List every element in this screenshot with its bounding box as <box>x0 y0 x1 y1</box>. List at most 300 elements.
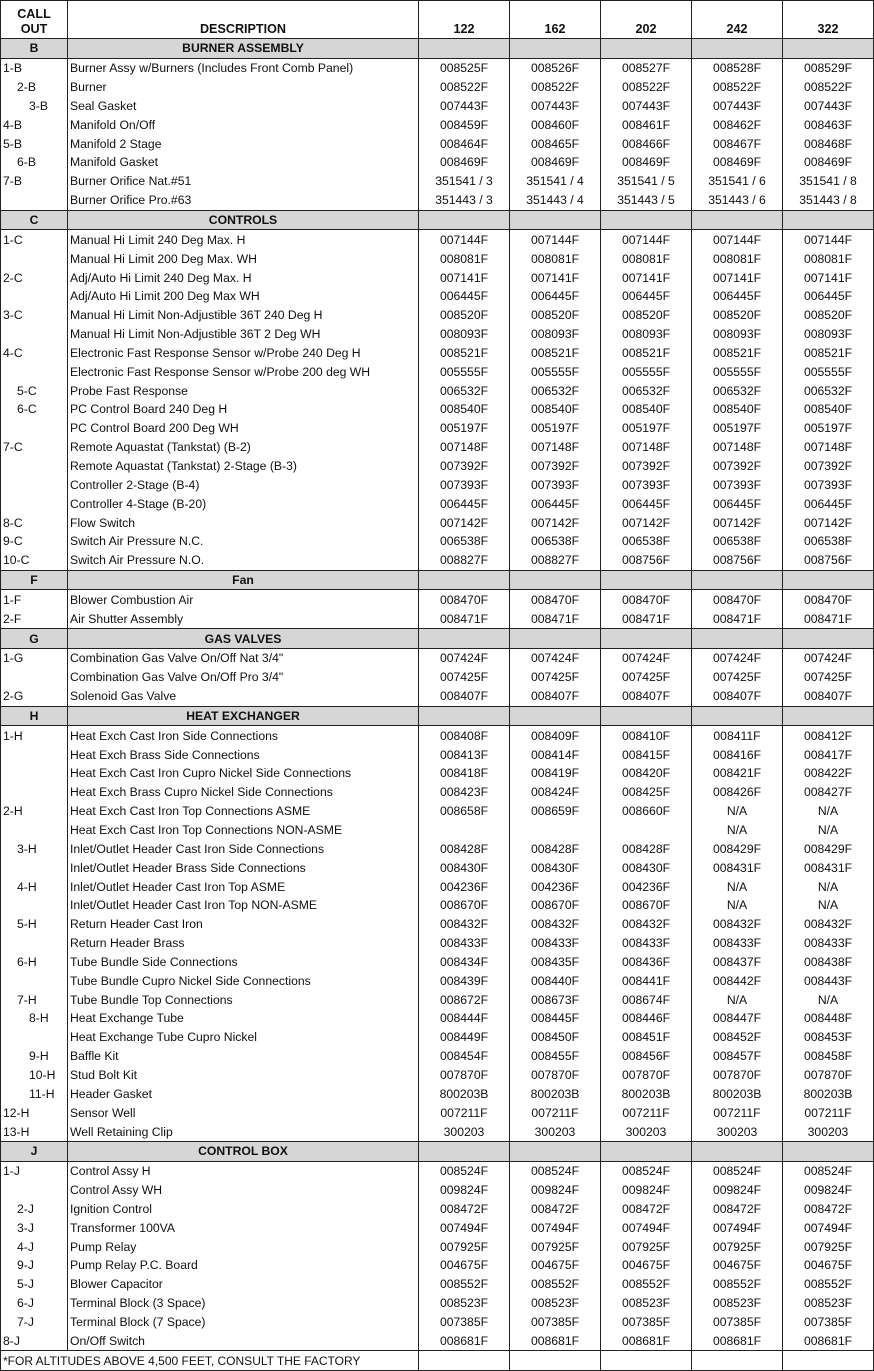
footer-empty-cell <box>419 1351 510 1371</box>
part-number-cell: 008420F <box>601 764 692 783</box>
table-row <box>1 1218 874 1237</box>
table-row <box>1 687 874 706</box>
model-header: 162 <box>510 1 601 39</box>
part-number-cell: 008522F <box>419 78 510 97</box>
part-number-cell: 007443F <box>510 97 601 116</box>
part-number-cell: 006445F <box>783 494 874 513</box>
part-number-cell: 006532F <box>510 381 601 400</box>
part-number-cell: 006445F <box>601 494 692 513</box>
description-cell: Tube Bundle Cupro Nickel Side Connections <box>68 971 419 990</box>
description-cell: Heat Exch Cast Iron Side Connections <box>68 726 419 745</box>
part-number-cell: 008461F <box>601 115 692 134</box>
part-number-cell: 008469F <box>692 153 783 172</box>
part-number-cell: 008456F <box>601 1047 692 1066</box>
part-number-cell: 008529F <box>783 58 874 77</box>
table-row <box>1 971 874 990</box>
part-number-cell: 300203 <box>510 1122 601 1141</box>
part-number-cell: 009824F <box>510 1181 601 1200</box>
section-empty-cell <box>510 1141 601 1161</box>
part-number-cell: 006445F <box>419 494 510 513</box>
part-number-cell: 008429F <box>783 839 874 858</box>
part-number-cell: 300203 <box>601 1122 692 1141</box>
footer-note: *FOR ALTITUDES ABOVE 4,500 FEET, CONSULT THE FACTORY <box>1 1351 419 1371</box>
part-number-cell: 006445F <box>419 287 510 306</box>
part-number-cell: 008081F <box>783 249 874 268</box>
description-cell: Inlet/Outlet Header Cast Iron Side Connections <box>68 839 419 858</box>
description-cell: Heat Exch Brass Side Connections <box>68 745 419 764</box>
part-number-cell: 008681F <box>601 1331 692 1350</box>
part-number-cell: 008432F <box>783 915 874 934</box>
table-row <box>1 438 874 457</box>
description-cell: Blower Capacitor <box>68 1275 419 1294</box>
description-cell: Adj/Auto Hi Limit 200 Deg Max WH <box>68 287 419 306</box>
table-row <box>1 249 874 268</box>
callout-cell: 3-B <box>1 97 68 116</box>
part-number-cell: 008522F <box>692 78 783 97</box>
description-cell: Inlet/Outlet Header Cast Iron Top NON-ASME <box>68 896 419 915</box>
section-header-row <box>1 629 874 649</box>
part-number-cell: 008445F <box>510 1009 601 1028</box>
callout-cell: 5-B <box>1 134 68 153</box>
part-number-cell: 007870F <box>510 1066 601 1085</box>
table-row <box>1 745 874 764</box>
part-number-cell: N/A <box>783 990 874 1009</box>
table-row <box>1 134 874 153</box>
part-number-cell: 009824F <box>601 1181 692 1200</box>
callout-cell: 2-F <box>1 609 68 628</box>
part-number-cell: 007870F <box>692 1066 783 1085</box>
part-number-cell: 008448F <box>783 1009 874 1028</box>
part-number-cell: 008756F <box>692 551 783 570</box>
part-number-cell: 008827F <box>510 551 601 570</box>
part-number-cell: 008463F <box>783 115 874 134</box>
description-cell: Manifold On/Off <box>68 115 419 134</box>
part-number-cell: 008464F <box>419 134 510 153</box>
callout-cell: 7-J <box>1 1313 68 1332</box>
part-number-cell: 007425F <box>510 668 601 687</box>
table-row <box>1 362 874 381</box>
part-number-cell: 007148F <box>510 438 601 457</box>
part-number-cell: 800203B <box>510 1084 601 1103</box>
table-row <box>1 783 874 802</box>
part-number-cell: N/A <box>783 821 874 840</box>
part-number-cell: 008428F <box>510 839 601 858</box>
table-row <box>1 1313 874 1332</box>
part-number-cell: 007148F <box>783 438 874 457</box>
part-number-cell: 008523F <box>419 1294 510 1313</box>
part-number-cell: 351541 / 3 <box>419 172 510 191</box>
table-row <box>1 381 874 400</box>
table-row <box>1 609 874 628</box>
table-row <box>1 1047 874 1066</box>
callout-cell: 1-B <box>1 58 68 77</box>
part-number-cell: 008520F <box>783 306 874 325</box>
callout-cell <box>1 668 68 687</box>
section-empty-cell <box>419 706 510 726</box>
part-number-cell: 007393F <box>601 475 692 494</box>
part-number-cell: 007385F <box>510 1313 601 1332</box>
part-number-cell: 800203B <box>601 1084 692 1103</box>
part-number-cell: 008458F <box>783 1047 874 1066</box>
part-number-cell: 008681F <box>783 1331 874 1350</box>
part-number-cell: N/A <box>783 896 874 915</box>
part-number-cell: 006445F <box>783 287 874 306</box>
section-empty-cell <box>692 706 783 726</box>
part-number-cell: 008827F <box>419 551 510 570</box>
part-number-cell: 008540F <box>783 400 874 419</box>
table-row <box>1 877 874 896</box>
part-number-cell: 008470F <box>783 590 874 609</box>
part-number-cell: 007925F <box>510 1237 601 1256</box>
part-number-cell: 008093F <box>692 325 783 344</box>
description-cell: Pump Relay <box>68 1237 419 1256</box>
part-number-cell: 008467F <box>692 134 783 153</box>
part-number-cell: 007142F <box>783 513 874 532</box>
section-empty-cell <box>692 1141 783 1161</box>
part-number-cell: 008446F <box>601 1009 692 1028</box>
part-number-cell: 008093F <box>601 325 692 344</box>
part-number-cell: 007148F <box>419 438 510 457</box>
callout-cell <box>1 419 68 438</box>
description-cell: Combination Gas Valve On/Off Nat 3/4" <box>68 649 419 668</box>
part-number-cell: 008431F <box>692 858 783 877</box>
section-code: C <box>1 210 68 230</box>
description-cell: Control Assy WH <box>68 1181 419 1200</box>
part-number-cell: 008409F <box>510 726 601 745</box>
description-cell: Pump Relay P.C. Board <box>68 1256 419 1275</box>
part-number-cell: 008525F <box>419 58 510 77</box>
part-number-cell: 300203 <box>419 1122 510 1141</box>
table-row <box>1 1009 874 1028</box>
part-number-cell: 008681F <box>510 1331 601 1350</box>
part-number-cell: 006445F <box>601 287 692 306</box>
table-row <box>1 649 874 668</box>
part-number-cell: 008426F <box>692 783 783 802</box>
callout-cell <box>1 764 68 783</box>
section-empty-cell <box>783 39 874 59</box>
part-number-cell: 008455F <box>510 1047 601 1066</box>
section-code: J <box>1 1141 68 1161</box>
part-number-cell: 005555F <box>601 362 692 381</box>
part-number-cell: 008523F <box>783 1294 874 1313</box>
part-number-cell: 008407F <box>783 687 874 706</box>
part-number-cell: 008528F <box>692 58 783 77</box>
part-number-cell: 008428F <box>601 839 692 858</box>
table-row <box>1 494 874 513</box>
section-empty-cell <box>510 210 601 230</box>
part-number-cell: 008422F <box>783 764 874 783</box>
table-row <box>1 325 874 344</box>
table-row <box>1 953 874 972</box>
part-number-cell: 005197F <box>692 419 783 438</box>
part-number-cell: 009824F <box>692 1181 783 1200</box>
description-cell: Return Header Cast Iron <box>68 915 419 934</box>
section-title: Fan <box>68 570 419 590</box>
section-header-row <box>1 210 874 230</box>
callout-cell: 6-C <box>1 400 68 419</box>
part-number-cell: 006538F <box>601 532 692 551</box>
part-number-cell: 007494F <box>783 1218 874 1237</box>
part-number-cell: 008552F <box>692 1275 783 1294</box>
part-number-cell: 008540F <box>601 400 692 419</box>
part-number-cell: 006445F <box>692 287 783 306</box>
footer-row <box>1 1351 874 1371</box>
part-number-cell: 008552F <box>783 1275 874 1294</box>
part-number-cell: 008415F <box>601 745 692 764</box>
part-number-cell: 007443F <box>601 97 692 116</box>
part-number-cell: 008552F <box>510 1275 601 1294</box>
part-number-cell: 008552F <box>601 1275 692 1294</box>
part-number-cell: 006532F <box>692 381 783 400</box>
part-number-cell: 008421F <box>692 764 783 783</box>
table-row <box>1 172 874 191</box>
part-number-cell: 007870F <box>601 1066 692 1085</box>
callout-cell <box>1 325 68 344</box>
part-number-cell: 007925F <box>692 1237 783 1256</box>
part-number-cell: 008471F <box>601 609 692 628</box>
description-cell: Solenoid Gas Valve <box>68 687 419 706</box>
callout-header-line2: OUT <box>20 22 48 36</box>
part-number-cell: 007142F <box>419 513 510 532</box>
table-row <box>1 934 874 953</box>
description-cell: Controller 2-Stage (B-4) <box>68 475 419 494</box>
part-number-cell: 351541 / 5 <box>601 172 692 191</box>
part-number-cell: 006538F <box>783 532 874 551</box>
part-number-cell: 008432F <box>419 915 510 934</box>
part-number-cell: 006538F <box>510 532 601 551</box>
part-number-cell: 008453F <box>783 1028 874 1047</box>
footer-empty-cell <box>783 1351 874 1371</box>
part-number-cell: 008460F <box>510 115 601 134</box>
callout-cell: 3-C <box>1 306 68 325</box>
part-number-cell: 008660F <box>601 802 692 821</box>
model-header: 122 <box>419 1 510 39</box>
callout-cell: 3-H <box>1 839 68 858</box>
part-number-cell: 008081F <box>510 249 601 268</box>
part-number-cell: 800203B <box>783 1084 874 1103</box>
part-number-cell: 008526F <box>510 58 601 77</box>
part-number-cell: 008440F <box>510 971 601 990</box>
part-number-cell: 008522F <box>783 78 874 97</box>
part-number-cell: 004675F <box>419 1256 510 1275</box>
part-number-cell: 008443F <box>783 971 874 990</box>
part-number-cell: 008435F <box>510 953 601 972</box>
callout-cell <box>1 821 68 840</box>
part-number-cell: 008081F <box>601 249 692 268</box>
part-number-cell: 008672F <box>419 990 510 1009</box>
description-cell: PC Control Board 240 Deg H <box>68 400 419 419</box>
part-number-cell: 007141F <box>419 268 510 287</box>
part-number-cell: 008438F <box>783 953 874 972</box>
callout-cell <box>1 783 68 802</box>
part-number-cell: 004236F <box>601 877 692 896</box>
section-empty-cell <box>692 570 783 590</box>
description-cell: Return Header Brass <box>68 934 419 953</box>
part-number-cell: 008522F <box>601 78 692 97</box>
section-empty-cell <box>419 210 510 230</box>
table-row <box>1 802 874 821</box>
part-number-cell: 004675F <box>510 1256 601 1275</box>
part-number-cell: 008673F <box>510 990 601 1009</box>
part-number-cell: 007211F <box>601 1103 692 1122</box>
table-row <box>1 115 874 134</box>
part-number-cell: 007144F <box>601 230 692 249</box>
callout-cell: 7-H <box>1 990 68 1009</box>
callout-header-line1: CALL <box>17 7 51 21</box>
part-number-cell: 008520F <box>601 306 692 325</box>
model-header: 242 <box>692 1 783 39</box>
part-number-cell: 004675F <box>692 1256 783 1275</box>
part-number-cell: 008670F <box>510 896 601 915</box>
table-header-row <box>1 1 874 39</box>
part-number-cell: 008523F <box>692 1294 783 1313</box>
table-row <box>1 1103 874 1122</box>
section-empty-cell <box>510 570 601 590</box>
part-number-cell: 007443F <box>783 97 874 116</box>
description-cell: Terminal Block (7 Space) <box>68 1313 419 1332</box>
part-number-cell: 008520F <box>510 306 601 325</box>
callout-cell: 5-J <box>1 1275 68 1294</box>
callout-cell <box>1 457 68 476</box>
part-number-cell: 007393F <box>783 475 874 494</box>
part-number-cell: 008462F <box>692 115 783 134</box>
callout-cell: 3-J <box>1 1218 68 1237</box>
part-number-cell: 008407F <box>419 687 510 706</box>
part-number-cell: 008450F <box>510 1028 601 1047</box>
table-row <box>1 97 874 116</box>
part-number-cell: 005555F <box>692 362 783 381</box>
part-number-cell: 007211F <box>510 1103 601 1122</box>
section-empty-cell <box>783 1141 874 1161</box>
part-number-cell: 008472F <box>783 1199 874 1218</box>
callout-cell: 2-B <box>1 78 68 97</box>
section-empty-cell <box>601 39 692 59</box>
part-number-cell: 007424F <box>510 649 601 668</box>
part-number-cell: 008418F <box>419 764 510 783</box>
part-number-cell: 005555F <box>783 362 874 381</box>
part-number-cell: 008472F <box>510 1199 601 1218</box>
section-empty-cell <box>510 629 601 649</box>
section-code: F <box>1 570 68 590</box>
part-number-cell: 004675F <box>783 1256 874 1275</box>
part-number-cell: 007925F <box>601 1237 692 1256</box>
part-number-cell: 300203 <box>692 1122 783 1141</box>
part-number-cell: N/A <box>783 877 874 896</box>
table-row <box>1 896 874 915</box>
section-code: H <box>1 706 68 726</box>
description-cell: On/Off Switch <box>68 1331 419 1350</box>
section-header-row <box>1 1141 874 1161</box>
part-number-cell: 008442F <box>692 971 783 990</box>
part-number-cell: 007424F <box>419 649 510 668</box>
table-row <box>1 191 874 210</box>
part-number-cell: 008520F <box>419 306 510 325</box>
section-header-row <box>1 570 874 590</box>
part-number-cell: 006538F <box>692 532 783 551</box>
part-number-cell: 008469F <box>601 153 692 172</box>
part-number-cell <box>601 821 692 840</box>
table-row <box>1 726 874 745</box>
description-cell: Manifold Gasket <box>68 153 419 172</box>
description-cell: Flow Switch <box>68 513 419 532</box>
description-cell: PC Control Board 200 Deg WH <box>68 419 419 438</box>
description-cell: Burner Orifice Nat.#51 <box>68 172 419 191</box>
part-number-cell: 008756F <box>601 551 692 570</box>
callout-cell <box>1 1181 68 1200</box>
section-empty-cell <box>419 629 510 649</box>
part-number-cell: 008431F <box>783 858 874 877</box>
part-number-cell: 007211F <box>783 1103 874 1122</box>
description-cell: Blower Combustion Air <box>68 590 419 609</box>
callout-cell: 8-C <box>1 513 68 532</box>
table-row <box>1 1028 874 1047</box>
part-number-cell: 351541 / 8 <box>783 172 874 191</box>
section-code: B <box>1 39 68 59</box>
section-empty-cell <box>419 570 510 590</box>
part-number-cell: 007494F <box>510 1218 601 1237</box>
footer-empty-cell <box>510 1351 601 1371</box>
description-cell: Manual Hi Limit 240 Deg Max. H <box>68 230 419 249</box>
table-row <box>1 306 874 325</box>
table-row <box>1 551 874 570</box>
part-number-cell: 007392F <box>601 457 692 476</box>
table-row <box>1 78 874 97</box>
description-cell: Electronic Fast Response Sensor w/Probe 240 Deg H <box>68 344 419 363</box>
section-title: CONTROL BOX <box>68 1141 419 1161</box>
part-number-cell: 008432F <box>601 915 692 934</box>
section-title: BURNER ASSEMBLY <box>68 39 419 59</box>
part-number-cell: 007141F <box>510 268 601 287</box>
footer-empty-cell <box>692 1351 783 1371</box>
description-header: DESCRIPTION <box>68 1 419 39</box>
part-number-cell: N/A <box>692 877 783 896</box>
part-number-cell: 008552F <box>419 1275 510 1294</box>
description-cell: Baffle Kit <box>68 1047 419 1066</box>
part-number-cell: 007385F <box>419 1313 510 1332</box>
part-number-cell: 004236F <box>510 877 601 896</box>
part-number-cell: 008444F <box>419 1009 510 1028</box>
callout-cell: 5-H <box>1 915 68 934</box>
part-number-cell: 351443 / 6 <box>692 191 783 210</box>
section-code: G <box>1 629 68 649</box>
part-number-cell: 008670F <box>601 896 692 915</box>
callout-cell: 1-J <box>1 1161 68 1180</box>
description-cell: Terminal Block (3 Space) <box>68 1294 419 1313</box>
description-cell: Heat Exchange Tube <box>68 1009 419 1028</box>
part-number-cell: 007392F <box>783 457 874 476</box>
part-number-cell: 008469F <box>419 153 510 172</box>
section-empty-cell <box>510 39 601 59</box>
description-cell: Tube Bundle Side Connections <box>68 953 419 972</box>
section-empty-cell <box>601 629 692 649</box>
callout-cell: 9-C <box>1 532 68 551</box>
section-title: CONTROLS <box>68 210 419 230</box>
section-header-row <box>1 706 874 726</box>
table-row <box>1 1181 874 1200</box>
callout-cell: 6-B <box>1 153 68 172</box>
part-number-cell: 008432F <box>692 915 783 934</box>
section-empty-cell <box>783 629 874 649</box>
callout-cell <box>1 362 68 381</box>
part-number-cell: 006445F <box>692 494 783 513</box>
description-cell: Heat Exchange Tube Cupro Nickel <box>68 1028 419 1047</box>
part-number-cell: 008470F <box>601 590 692 609</box>
callout-cell: 12-H <box>1 1103 68 1122</box>
part-number-cell: 005555F <box>510 362 601 381</box>
part-number-cell: 008465F <box>510 134 601 153</box>
part-number-cell: 008407F <box>510 687 601 706</box>
part-number-cell: 007425F <box>692 668 783 687</box>
